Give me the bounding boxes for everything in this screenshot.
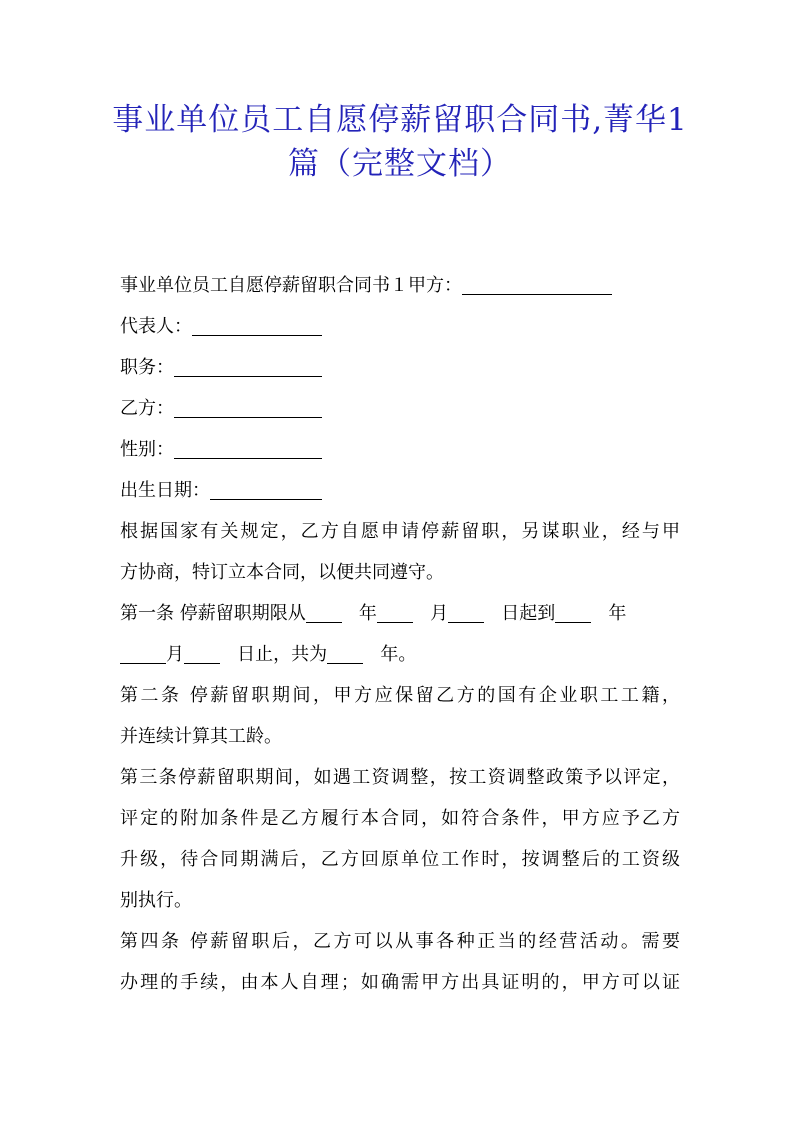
start-day-blank	[448, 600, 484, 623]
field-position	[120, 347, 680, 388]
article-1-text-d: 日起到	[501, 603, 556, 624]
article-3-line-3: 升级，待合同期满后，乙方回原单位工作时，按调整后的工资级	[120, 849, 680, 870]
article-3-line-4: 别执行。	[120, 890, 192, 911]
intro-line-1: 根据国家有关规定，乙方自愿申请停薪留职，另谋职业，经与甲	[120, 521, 680, 542]
title-line-2: 篇（完整文档）	[288, 146, 512, 182]
birth-date-blank	[210, 477, 322, 500]
article-4-line-2: 办理的手续，由本人自理；如确需甲方出具证明的，甲方可以证	[120, 972, 680, 993]
article-2-line-2: 并连续计算其工龄。	[120, 726, 282, 747]
field-birth-date-label: 出生日期：	[120, 480, 210, 501]
field-party-a-label: 事业单位员工自愿停薪留职合同书１甲方：	[120, 275, 462, 296]
article-1-line-2	[120, 634, 680, 675]
field-gender	[120, 429, 680, 470]
intro-line-2: 方协商，特订立本合同，以便共同遵守。	[120, 562, 444, 583]
article-4-line-1: 第四条 停薪留职后，乙方可以从事各种正当的经营活动。需要	[120, 931, 680, 952]
gender-blank	[174, 436, 322, 459]
position-blank	[174, 354, 322, 377]
field-representative	[120, 306, 680, 347]
field-representative-label: 代表人：	[120, 316, 192, 337]
title-line-1: 事业单位员工自愿停薪留职合同书,菁华1	[112, 102, 688, 138]
field-gender-label: 性别：	[120, 439, 174, 460]
field-position-label: 职务：	[120, 357, 174, 378]
article-1-text-b: 年	[358, 603, 377, 624]
end-year-blank	[555, 600, 591, 623]
field-birth-date	[120, 470, 680, 511]
article-1-text-a: 第一条 停薪留职期限从	[120, 603, 306, 624]
article-1-text-c: 月	[430, 603, 449, 624]
end-day-blank	[184, 641, 220, 664]
party-b-blank	[174, 395, 322, 418]
field-party-b-label: 乙方：	[120, 398, 174, 419]
start-month-blank	[377, 600, 413, 623]
start-year-blank	[306, 600, 342, 623]
document-title	[100, 98, 700, 186]
article-3-line-2: 评定的附加条件是乙方履行本合同，如符合条件，甲方应予乙方	[120, 808, 680, 829]
field-party-a	[120, 265, 680, 306]
article-2-line-1: 第二条 停薪留职期间，甲方应保留乙方的国有企业职工工籍，	[120, 685, 680, 706]
article-1-line-1	[120, 593, 680, 634]
article-1-text-f: 月	[166, 644, 184, 665]
duration-years-blank	[327, 641, 363, 664]
field-party-b	[120, 388, 680, 429]
article-1-text-g: 日止，共为	[237, 644, 328, 665]
representative-blank	[192, 313, 322, 336]
article-3-line-1: 第三条停薪留职期间，如遇工资调整，按工资调整政策予以评定，	[120, 767, 680, 788]
document-body	[120, 265, 680, 1003]
article-1-text-e: 年	[608, 603, 627, 624]
article-1-text-h: 年。	[380, 644, 417, 665]
end-month-blank	[120, 641, 166, 664]
party-a-blank	[462, 272, 612, 295]
